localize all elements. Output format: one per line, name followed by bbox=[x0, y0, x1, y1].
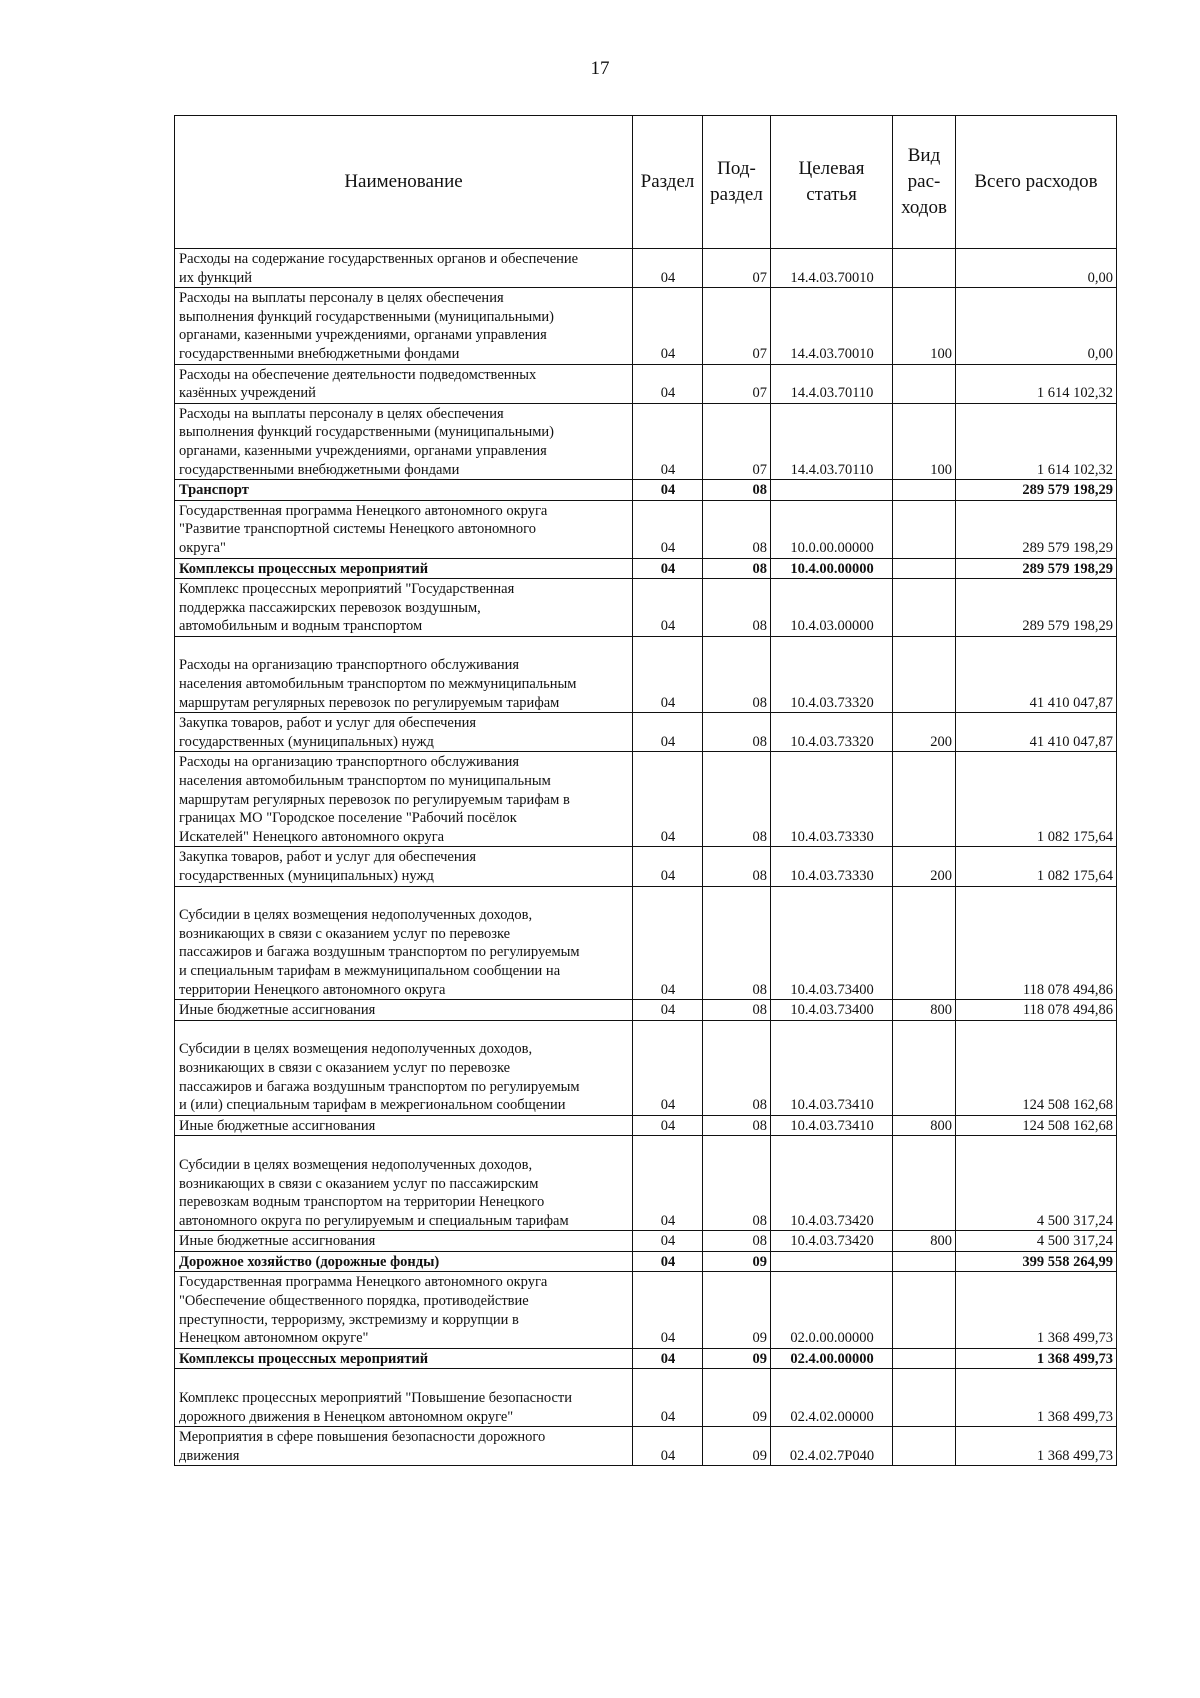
cell-razdel: 04 bbox=[633, 713, 703, 752]
table-row bbox=[175, 1136, 1117, 1231]
cell-vid-rashodov: 100 bbox=[893, 403, 956, 479]
cell-celevaya-statya bbox=[771, 1251, 893, 1272]
cell-podrazdel: 08 bbox=[703, 1115, 771, 1136]
cell-vid-rashodov bbox=[893, 364, 956, 403]
header-vsego-rashodov: Всего расходов bbox=[956, 116, 1117, 249]
cell-name: Субсидии в целях возмещения недополученных доходов, возникающих в связи с оказанием услуг по перевозке пассажиров и багажа воздушным транспортом по регулируемым и (или) специальным тарифам в межрегиональном сообщении bbox=[175, 1020, 633, 1115]
cell-vid-rashodov bbox=[893, 752, 956, 847]
cell-name: Мероприятия в сфере повышения безопасности дорожного движения bbox=[175, 1427, 633, 1466]
cell-vid-rashodov: 200 bbox=[893, 713, 956, 752]
table-row bbox=[175, 1115, 1117, 1136]
cell-celevaya-statya: 10.4.03.00000 bbox=[771, 579, 893, 637]
cell-vid-rashodov bbox=[893, 636, 956, 712]
cell-razdel: 04 bbox=[633, 847, 703, 886]
cell-name: Расходы на содержание государственных органов и обеспечение их функций bbox=[175, 249, 633, 288]
cell-vid-rashodov bbox=[893, 886, 956, 1000]
table-row bbox=[175, 713, 1117, 752]
cell-vid-rashodov bbox=[893, 1272, 956, 1348]
cell-vsego-rashodov: 399 558 264,99 bbox=[956, 1251, 1117, 1272]
cell-name: Государственная программа Ненецкого автономного округа "Развитие транспортной системы Ненецкого автономного округа" bbox=[175, 500, 633, 558]
table-row bbox=[175, 1369, 1117, 1427]
cell-razdel: 04 bbox=[633, 1427, 703, 1466]
cell-razdel: 04 bbox=[633, 364, 703, 403]
cell-vsego-rashodov: 41 410 047,87 bbox=[956, 636, 1117, 712]
cell-name: Субсидии в целях возмещения недополученных доходов, возникающих в связи с оказанием услуг по пассажирским перевозкам водным транспортом на территории Ненецкого автономного округа по регулируемым и специальным тарифам bbox=[175, 1136, 633, 1231]
table-row bbox=[175, 1348, 1117, 1369]
cell-name: Комплексы процессных мероприятий bbox=[175, 1348, 633, 1369]
cell-name: Иные бюджетные ассигнования bbox=[175, 1231, 633, 1252]
table-row bbox=[175, 636, 1117, 712]
cell-celevaya-statya: 14.4.03.70110 bbox=[771, 403, 893, 479]
cell-celevaya-statya: 10.0.00.00000 bbox=[771, 500, 893, 558]
cell-celevaya-statya: 02.4.02.00000 bbox=[771, 1369, 893, 1427]
cell-celevaya-statya: 10.4.03.73410 bbox=[771, 1020, 893, 1115]
table-row bbox=[175, 847, 1117, 886]
cell-podrazdel: 08 bbox=[703, 847, 771, 886]
cell-name: Комплексы процессных мероприятий bbox=[175, 558, 633, 579]
cell-celevaya-statya: 10.4.00.00000 bbox=[771, 558, 893, 579]
cell-name: Расходы на организацию транспортного обслуживания населения автомобильным транспортом по муниципальным маршрутам регулярных перевозок по регулируемым тарифам в границах МО "Городское поселение "Рабочий посёлок Искателей" Ненецкого автономного округа bbox=[175, 752, 633, 847]
cell-razdel: 04 bbox=[633, 1348, 703, 1369]
cell-podrazdel: 08 bbox=[703, 500, 771, 558]
cell-name: Расходы на выплаты персоналу в целях обеспечения выполнения функций государственными (муниципальными) органами, казенными учреждениями, органами управления государственными внебюджетными фондами bbox=[175, 403, 633, 479]
cell-vid-rashodov: 800 bbox=[893, 1115, 956, 1136]
cell-celevaya-statya: 02.4.02.7Р040 bbox=[771, 1427, 893, 1466]
cell-vsego-rashodov: 1 368 499,73 bbox=[956, 1348, 1117, 1369]
table-row bbox=[175, 364, 1117, 403]
cell-celevaya-statya: 10.4.03.73400 bbox=[771, 1000, 893, 1021]
table-row bbox=[175, 1020, 1117, 1115]
header-name: Наименование bbox=[175, 116, 633, 249]
cell-name: Расходы на организацию транспортного обслуживания населения автомобильным транспортом по межмуниципальным маршрутам регулярных перевозок по регулируемым тарифам bbox=[175, 636, 633, 712]
cell-razdel: 04 bbox=[633, 579, 703, 637]
header-celevaya-statya: Целевая статья bbox=[771, 116, 893, 249]
cell-podrazdel: 08 bbox=[703, 579, 771, 637]
cell-podrazdel: 07 bbox=[703, 403, 771, 479]
table-row bbox=[175, 500, 1117, 558]
cell-vsego-rashodov: 118 078 494,86 bbox=[956, 1000, 1117, 1021]
cell-vsego-rashodov: 1 368 499,73 bbox=[956, 1427, 1117, 1466]
cell-name: Закупка товаров, работ и услуг для обеспечения государственных (муниципальных) нужд bbox=[175, 713, 633, 752]
cell-vid-rashodov bbox=[893, 1348, 956, 1369]
cell-razdel: 04 bbox=[633, 288, 703, 364]
cell-name: Иные бюджетные ассигнования bbox=[175, 1115, 633, 1136]
cell-name: Субсидии в целях возмещения недополученных доходов, возникающих в связи с оказанием услуг по перевозке пассажиров и багажа воздушным транспортом по регулируемым и специальным тарифам в межмуниципальном сообщении на территории Ненецкого автономного округа bbox=[175, 886, 633, 1000]
cell-razdel: 04 bbox=[633, 1272, 703, 1348]
cell-vid-rashodov bbox=[893, 1136, 956, 1231]
cell-razdel: 04 bbox=[633, 1231, 703, 1252]
cell-celevaya-statya: 10.4.03.73410 bbox=[771, 1115, 893, 1136]
cell-vsego-rashodov: 289 579 198,29 bbox=[956, 579, 1117, 637]
cell-razdel: 04 bbox=[633, 1000, 703, 1021]
cell-vsego-rashodov: 0,00 bbox=[956, 249, 1117, 288]
cell-razdel: 04 bbox=[633, 249, 703, 288]
cell-vsego-rashodov: 289 579 198,29 bbox=[956, 480, 1117, 501]
cell-vsego-rashodov: 289 579 198,29 bbox=[956, 500, 1117, 558]
cell-vsego-rashodov: 1 614 102,32 bbox=[956, 364, 1117, 403]
cell-razdel: 04 bbox=[633, 886, 703, 1000]
cell-vsego-rashodov: 1 368 499,73 bbox=[956, 1369, 1117, 1427]
cell-name: Комплекс процессных мероприятий "Повышение безопасности дорожного движения в Ненецком автономном округе" bbox=[175, 1369, 633, 1427]
page-number: 17 bbox=[590, 58, 610, 79]
cell-podrazdel: 08 bbox=[703, 713, 771, 752]
cell-razdel: 04 bbox=[633, 1136, 703, 1231]
cell-vid-rashodov bbox=[893, 558, 956, 579]
cell-vsego-rashodov: 1 082 175,64 bbox=[956, 752, 1117, 847]
cell-vsego-rashodov: 1 614 102,32 bbox=[956, 403, 1117, 479]
table-body bbox=[175, 249, 1117, 1466]
cell-podrazdel: 08 bbox=[703, 1020, 771, 1115]
cell-podrazdel: 08 bbox=[703, 886, 771, 1000]
cell-podrazdel: 08 bbox=[703, 1231, 771, 1252]
cell-vid-rashodov: 200 bbox=[893, 847, 956, 886]
cell-name: Иные бюджетные ассигнования bbox=[175, 1000, 633, 1021]
cell-celevaya-statya: 02.4.00.00000 bbox=[771, 1348, 893, 1369]
table-row bbox=[175, 1251, 1117, 1272]
header-vid-rashodov: Вид рас- ходов bbox=[893, 116, 956, 249]
cell-vid-rashodov bbox=[893, 249, 956, 288]
cell-celevaya-statya: 10.4.03.73420 bbox=[771, 1231, 893, 1252]
cell-celevaya-statya: 10.4.03.73320 bbox=[771, 636, 893, 712]
header-row bbox=[175, 116, 1117, 249]
table-row bbox=[175, 886, 1117, 1000]
cell-celevaya-statya: 14.4.03.70010 bbox=[771, 288, 893, 364]
cell-podrazdel: 09 bbox=[703, 1251, 771, 1272]
cell-vid-rashodov: 100 bbox=[893, 288, 956, 364]
cell-name: Государственная программа Ненецкого автономного округа "Обеспечение общественного порядка, противодействие преступности, терроризму, экстремизму и коррупции в Ненецком автономном округе" bbox=[175, 1272, 633, 1348]
cell-vsego-rashodov: 0,00 bbox=[956, 288, 1117, 364]
header-razdel: Раздел bbox=[633, 116, 703, 249]
cell-vid-rashodov: 800 bbox=[893, 1000, 956, 1021]
cell-name: Расходы на обеспечение деятельности подведомственных казённых учреждений bbox=[175, 364, 633, 403]
cell-razdel: 04 bbox=[633, 1020, 703, 1115]
cell-podrazdel: 08 bbox=[703, 752, 771, 847]
table-row bbox=[175, 403, 1117, 479]
cell-vid-rashodov bbox=[893, 500, 956, 558]
cell-razdel: 04 bbox=[633, 558, 703, 579]
cell-celevaya-statya: 10.4.03.73320 bbox=[771, 713, 893, 752]
table-row bbox=[175, 249, 1117, 288]
cell-podrazdel: 07 bbox=[703, 249, 771, 288]
budget-table bbox=[174, 115, 1117, 1466]
table-row bbox=[175, 1000, 1117, 1021]
cell-podrazdel: 08 bbox=[703, 558, 771, 579]
cell-podrazdel: 08 bbox=[703, 1000, 771, 1021]
cell-podrazdel: 09 bbox=[703, 1348, 771, 1369]
cell-vsego-rashodov: 41 410 047,87 bbox=[956, 713, 1117, 752]
cell-name: Расходы на выплаты персоналу в целях обеспечения выполнения функций государственными (муниципальными) органами, казенными учреждениями, органами управления государственными внебюджетными фондами bbox=[175, 288, 633, 364]
cell-razdel: 04 bbox=[633, 480, 703, 501]
cell-razdel: 04 bbox=[633, 1369, 703, 1427]
table-row bbox=[175, 1427, 1117, 1466]
cell-vid-rashodov bbox=[893, 480, 956, 501]
cell-celevaya-statya: 14.4.03.70110 bbox=[771, 364, 893, 403]
cell-vid-rashodov bbox=[893, 1020, 956, 1115]
cell-vid-rashodov bbox=[893, 1369, 956, 1427]
cell-name: Закупка товаров, работ и услуг для обеспечения государственных (муниципальных) нужд bbox=[175, 847, 633, 886]
table-row bbox=[175, 480, 1117, 501]
cell-vid-rashodov bbox=[893, 1427, 956, 1466]
cell-name: Дорожное хозяйство (дорожные фонды) bbox=[175, 1251, 633, 1272]
cell-celevaya-statya bbox=[771, 480, 893, 501]
cell-podrazdel: 09 bbox=[703, 1369, 771, 1427]
cell-podrazdel: 09 bbox=[703, 1272, 771, 1348]
cell-podrazdel: 07 bbox=[703, 288, 771, 364]
header-podrazdel: Под- раздел bbox=[703, 116, 771, 249]
table-row bbox=[175, 1231, 1117, 1252]
cell-vsego-rashodov: 4 500 317,24 bbox=[956, 1136, 1117, 1231]
cell-vsego-rashodov: 124 508 162,68 bbox=[956, 1115, 1117, 1136]
cell-name: Транспорт bbox=[175, 480, 633, 501]
cell-razdel: 04 bbox=[633, 500, 703, 558]
cell-vsego-rashodov: 124 508 162,68 bbox=[956, 1020, 1117, 1115]
table-row bbox=[175, 752, 1117, 847]
table-row bbox=[175, 579, 1117, 637]
cell-podrazdel: 07 bbox=[703, 364, 771, 403]
cell-podrazdel: 08 bbox=[703, 1136, 771, 1231]
cell-razdel: 04 bbox=[633, 403, 703, 479]
cell-name: Комплекс процессных мероприятий "Государственная поддержка пассажирских перевозок воздушным, автомобильным и водным транспортом bbox=[175, 579, 633, 637]
table-row bbox=[175, 288, 1117, 364]
cell-podrazdel: 08 bbox=[703, 636, 771, 712]
cell-vsego-rashodov: 118 078 494,86 bbox=[956, 886, 1117, 1000]
cell-podrazdel: 08 bbox=[703, 480, 771, 501]
cell-vsego-rashodov: 1 082 175,64 bbox=[956, 847, 1117, 886]
cell-razdel: 04 bbox=[633, 1115, 703, 1136]
cell-celevaya-statya: 10.4.03.73330 bbox=[771, 752, 893, 847]
table-row bbox=[175, 558, 1117, 579]
cell-vid-rashodov bbox=[893, 579, 956, 637]
cell-razdel: 04 bbox=[633, 636, 703, 712]
cell-podrazdel: 09 bbox=[703, 1427, 771, 1466]
table-row bbox=[175, 1272, 1117, 1348]
cell-vsego-rashodov: 1 368 499,73 bbox=[956, 1272, 1117, 1348]
cell-vsego-rashodov: 4 500 317,24 bbox=[956, 1231, 1117, 1252]
cell-vid-rashodov bbox=[893, 1251, 956, 1272]
cell-celevaya-statya: 02.0.00.00000 bbox=[771, 1272, 893, 1348]
cell-celevaya-statya: 10.4.03.73420 bbox=[771, 1136, 893, 1231]
cell-vid-rashodov: 800 bbox=[893, 1231, 956, 1252]
cell-razdel: 04 bbox=[633, 1251, 703, 1272]
cell-celevaya-statya: 10.4.03.73400 bbox=[771, 886, 893, 1000]
cell-celevaya-statya: 14.4.03.70010 bbox=[771, 249, 893, 288]
cell-celevaya-statya: 10.4.03.73330 bbox=[771, 847, 893, 886]
cell-razdel: 04 bbox=[633, 752, 703, 847]
cell-vsego-rashodov: 289 579 198,29 bbox=[956, 558, 1117, 579]
